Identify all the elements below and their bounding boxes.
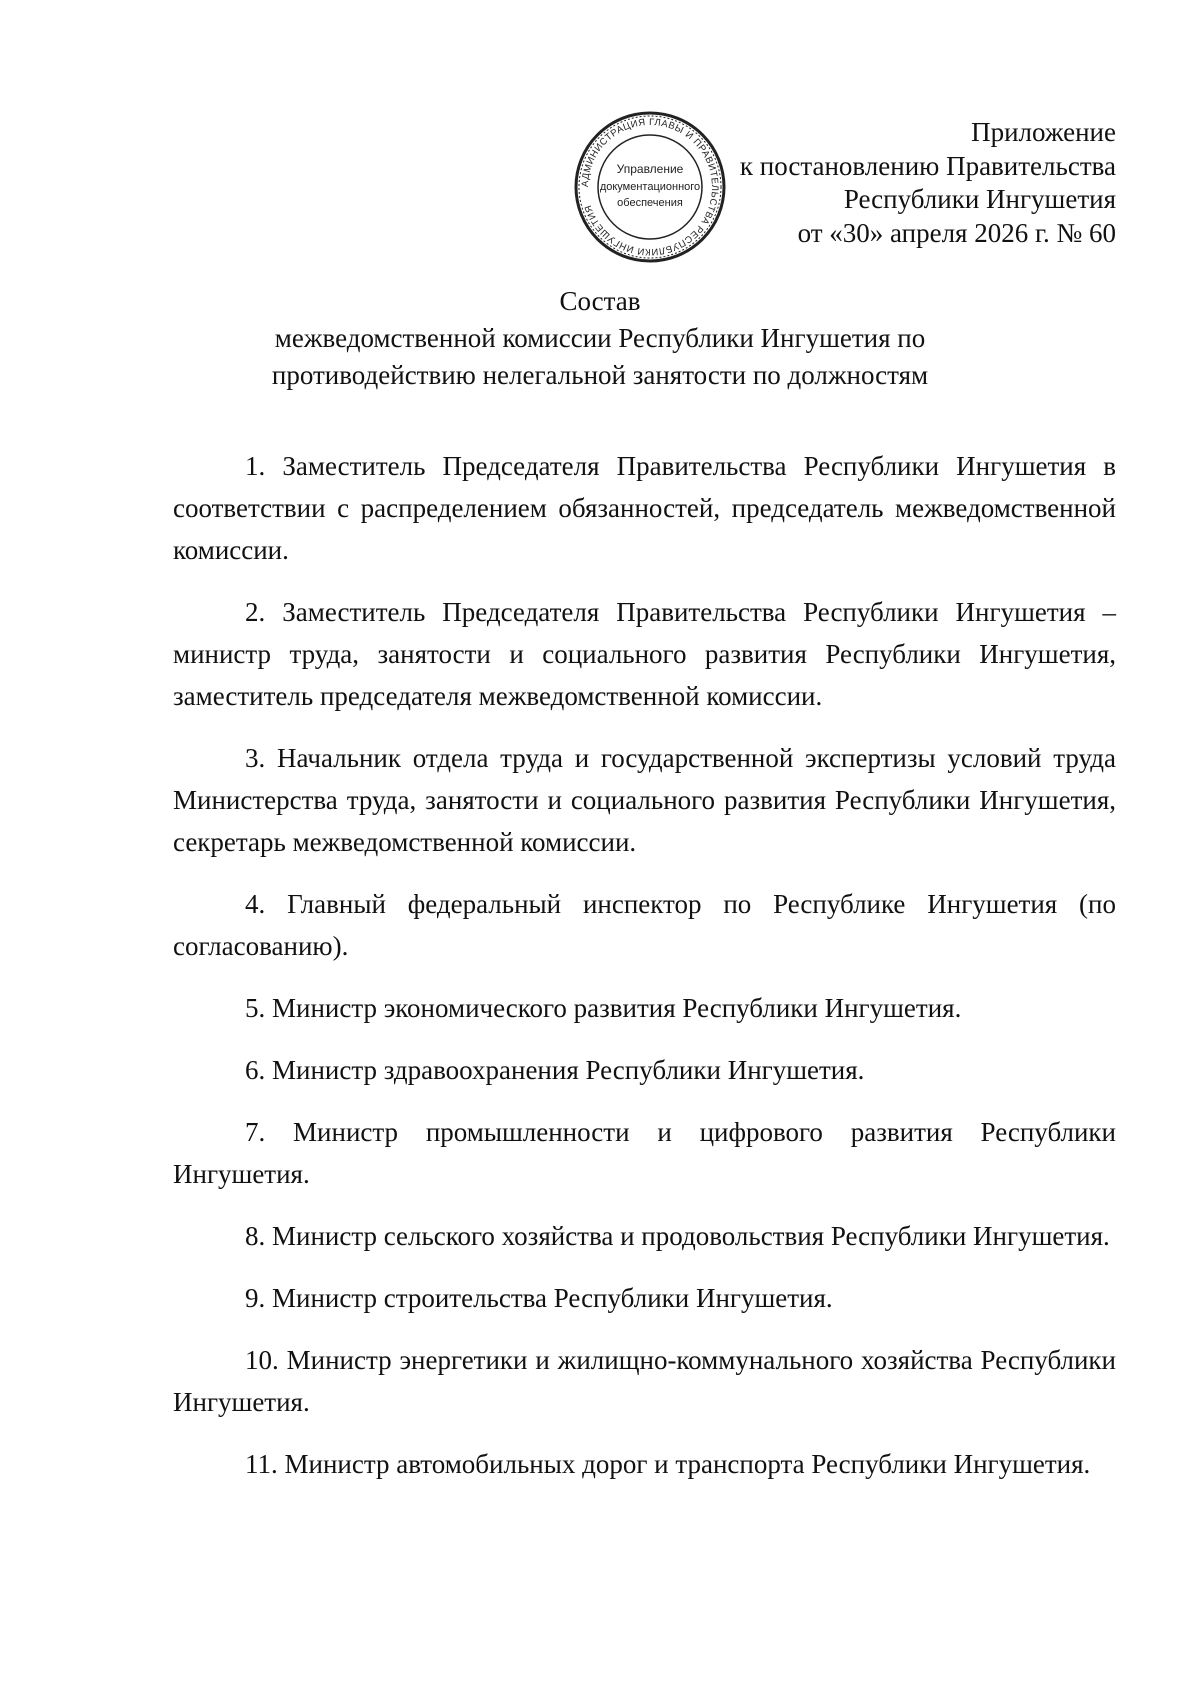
title-heading: Состав xyxy=(559,286,641,316)
list-item: 3. Начальник отдела труда и государственной экспертизы условий труда Министерства труда, занятости и социального развития Республики Ингушетия, секретарь межведомственной комиссии. xyxy=(173,743,1116,857)
list-item: 2. Заместитель Председателя Правительства Республики Ингушетия – министр труда, занятости и социального развития Республики Ингушетия, заместитель председателя межведомственной комиссии. xyxy=(173,597,1116,711)
stamp-text-line3: обеспечения xyxy=(617,197,683,209)
list-item: 1. Заместитель Председателя Правительства Республики Ингушетия в соответствии с распределением обязанностей, председатель межведомственной комиссии. xyxy=(173,451,1116,565)
title-line-2: межведомственной комиссии Республики Ингушетия по xyxy=(274,323,926,353)
stamp-text-line2: документационного xyxy=(599,181,701,193)
list-item: 9. Министр строительства Республики Ингушетия. xyxy=(245,1283,833,1313)
list-item: 5. Министр экономического развития Республики Ингушетия. xyxy=(245,993,962,1023)
appendix-date-number: от «30» апреля 2026 г. № 60 xyxy=(797,217,1116,248)
member-list xyxy=(173,445,1116,1505)
list-item: 8. Министр сельского хозяйства и продовольствия Республики Ингушетия. xyxy=(245,1221,1110,1251)
list-item: 7. Министр промышленности и цифрового развития Республики Ингушетия. xyxy=(173,1117,1116,1189)
title-line-3: противодействию нелегальной занятости по должностям xyxy=(271,360,929,390)
list-item: 6. Министр здравоохранения Республики Ингушетия. xyxy=(245,1055,865,1085)
list-item: 11. Министр автомобильных дорог и транспорта Республики Ингушетия. xyxy=(245,1449,1091,1479)
appendix-reference: к постановлению Правительства xyxy=(739,150,1116,181)
list-item: 10. Министр энергетики и жилищно-коммунального хозяйства Республики Ингушетия. xyxy=(173,1345,1116,1417)
stamp-ring-text: АДМИНИСТРАЦИЯ ГЛАВЫ И ПРАВИТЕЛЬСТВА РЕСПУБЛИКИ ИНГУШЕТИЯ xyxy=(579,116,721,258)
appendix-government: Республики Ингушетия xyxy=(843,184,1116,214)
organization-stamp xyxy=(570,107,730,267)
document-title xyxy=(0,283,1200,394)
appendix-title: Приложение xyxy=(971,117,1116,147)
appendix-header xyxy=(740,116,1116,250)
stamp-text-line1: Управление xyxy=(616,162,684,176)
list-item: 4. Главный федеральный инспектор по Республике Ингушетия (по согласованию). xyxy=(173,889,1116,961)
